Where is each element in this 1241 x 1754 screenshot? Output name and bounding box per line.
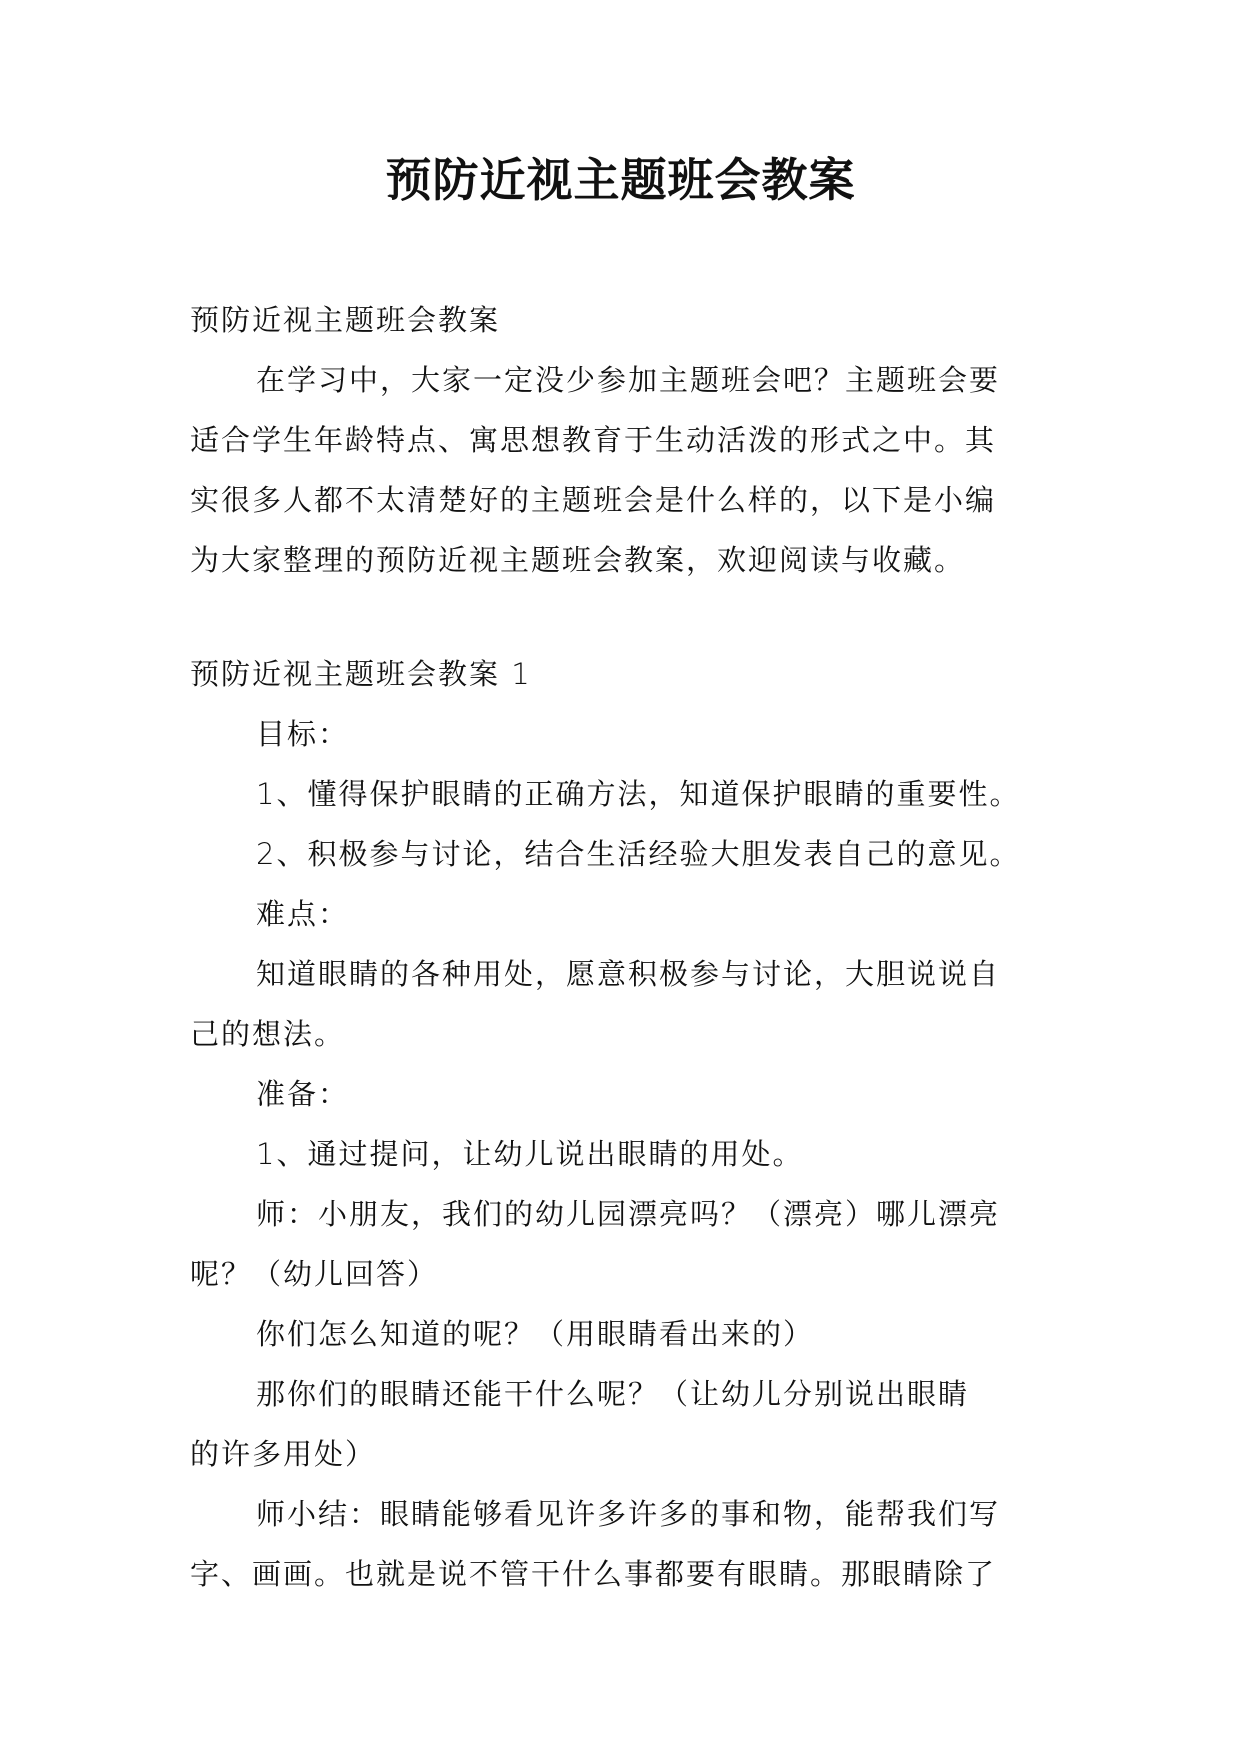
difficulty-paragraph xyxy=(190,944,1050,1064)
goal-item-1: 1、懂得保护眼睛的正确方法，知道保护眼睛的重要性。 xyxy=(256,777,1021,811)
subtitle: 预防近视主题班会教案 xyxy=(190,303,501,337)
prep-item-1: 1、通过提问，让幼儿说出眼睛的用处。 xyxy=(256,1137,804,1171)
intro-line: 为大家整理的预防近视主题班会教案，欢迎阅读与收藏。 xyxy=(190,543,966,577)
goal-item-2: 2、积极参与讨论，结合生活经验大胆发表自己的意见。 xyxy=(256,837,1021,871)
difficulty-label: 难点： xyxy=(256,897,350,931)
goal-label: 目标： xyxy=(256,717,350,751)
prep-label: 准备： xyxy=(256,1077,350,1111)
document-title: 预防近视主题班会教案 xyxy=(385,153,856,207)
summary-line: 字、画画。也就是说不管干什么事都要有眼睛。那眼睛除了 xyxy=(190,1557,997,1591)
summary-line: 师小结：眼睛能够看见许多许多的事和物，能帮我们写 xyxy=(256,1497,1001,1531)
dialog-paragraph-2: 你们怎么知道的呢？（用眼睛看出来的） xyxy=(256,1317,815,1351)
dialog-line: 那你们的眼睛还能干什么呢？（让幼儿分别说出眼睛 xyxy=(256,1377,970,1411)
dialog-line: 师：小朋友，我们的幼儿园漂亮吗？（漂亮）哪儿漂亮 xyxy=(256,1197,1001,1231)
difficulty-line: 知道眼睛的各种用处，愿意积极参与讨论，大胆说说自 xyxy=(256,957,1001,991)
dialog-line: 的许多用处） xyxy=(190,1437,377,1471)
section-heading: 预防近视主题班会教案 1 xyxy=(190,657,532,691)
document-body xyxy=(190,290,1050,1604)
dialog-paragraph-1 xyxy=(190,1184,1050,1304)
dialog-line: 呢？（幼儿回答） xyxy=(190,1257,439,1291)
dialog-paragraph-3 xyxy=(190,1364,1050,1484)
difficulty-line: 己的想法。 xyxy=(190,1017,346,1051)
intro-line: 实很多人都不太清楚好的主题班会是什么样的，以下是小编 xyxy=(190,483,997,517)
summary-paragraph xyxy=(190,1484,1050,1604)
intro-paragraph xyxy=(190,350,1050,590)
intro-line: 在学习中，大家一定没少参加主题班会吧？主题班会要 xyxy=(256,363,1001,397)
intro-line: 适合学生年龄特点、寓思想教育于生动活泼的形式之中。其 xyxy=(190,423,997,457)
